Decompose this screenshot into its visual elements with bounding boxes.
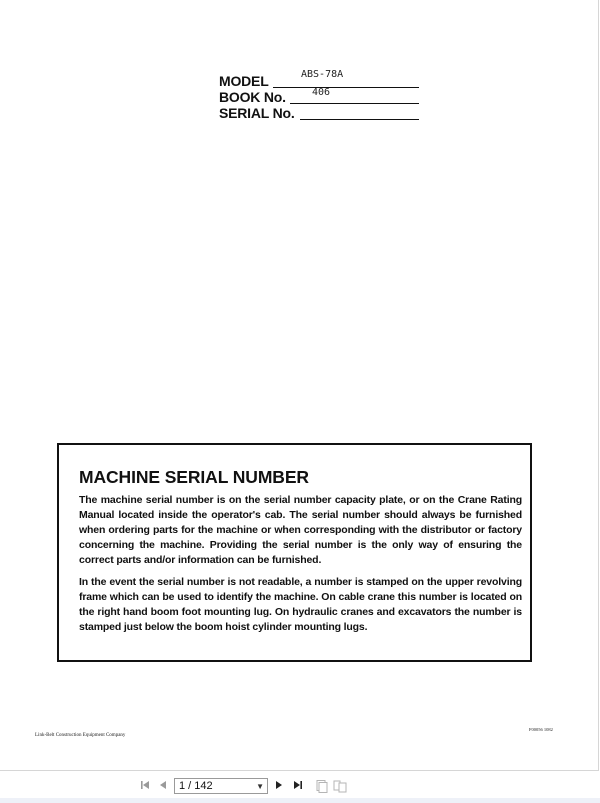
dropdown-arrow-icon[interactable]: ▼ bbox=[256, 782, 264, 791]
page-indicator: 1 / 142 bbox=[179, 780, 213, 792]
first-page-icon[interactable] bbox=[138, 779, 152, 793]
page-number-select[interactable] bbox=[174, 778, 268, 794]
previous-page-icon[interactable] bbox=[156, 779, 170, 793]
last-page-icon[interactable] bbox=[291, 779, 305, 793]
model-label: MODEL bbox=[219, 73, 269, 89]
model-value: ABS-78A bbox=[301, 69, 344, 80]
single-page-view-icon[interactable] bbox=[315, 779, 329, 793]
serial-field bbox=[219, 103, 419, 120]
notice-paragraph-2: In the event the serial number is not readable, a number is stamped on the upper revolving frame which can be used to identify the machine. On cable crane this number is located on the right hand boom foot mounting lug. On hydraulic cranes and excavators the number is stamped just below the boom hoist cylinder mounting lugs. bbox=[79, 576, 522, 633]
serial-underline bbox=[300, 119, 419, 120]
next-page-icon[interactable] bbox=[272, 779, 286, 793]
toolbar-bottom-strip bbox=[0, 798, 600, 803]
notice-paragraph-1: The machine serial number is on the serial number capacity plate, or on the Crane Rating Manual located inside the operator's cab. The serial number should always be furnished when ordering parts for the machine or when corresponding with the distributor or factory concerning the machine. Providing the serial number is the only way of ensuring the correct parts and/or information can be furnished. bbox=[79, 494, 522, 566]
model-field bbox=[219, 71, 419, 88]
book-label: BOOK No. bbox=[219, 89, 286, 105]
two-page-view-icon[interactable] bbox=[333, 779, 347, 793]
pdf-viewer-toolbar bbox=[0, 771, 600, 803]
company-footer: Link-Belt Construction Equipment Company bbox=[35, 733, 126, 738]
notice-title: MACHINE SERIAL NUMBER bbox=[79, 467, 309, 487]
book-field bbox=[219, 87, 419, 104]
form-code-footer: F00056 1082 bbox=[529, 727, 553, 732]
serial-number-notice-box bbox=[57, 443, 532, 662]
notice-content bbox=[79, 467, 522, 642]
serial-label: SERIAL No. bbox=[219, 105, 295, 121]
book-value: 406 bbox=[312, 87, 331, 98]
